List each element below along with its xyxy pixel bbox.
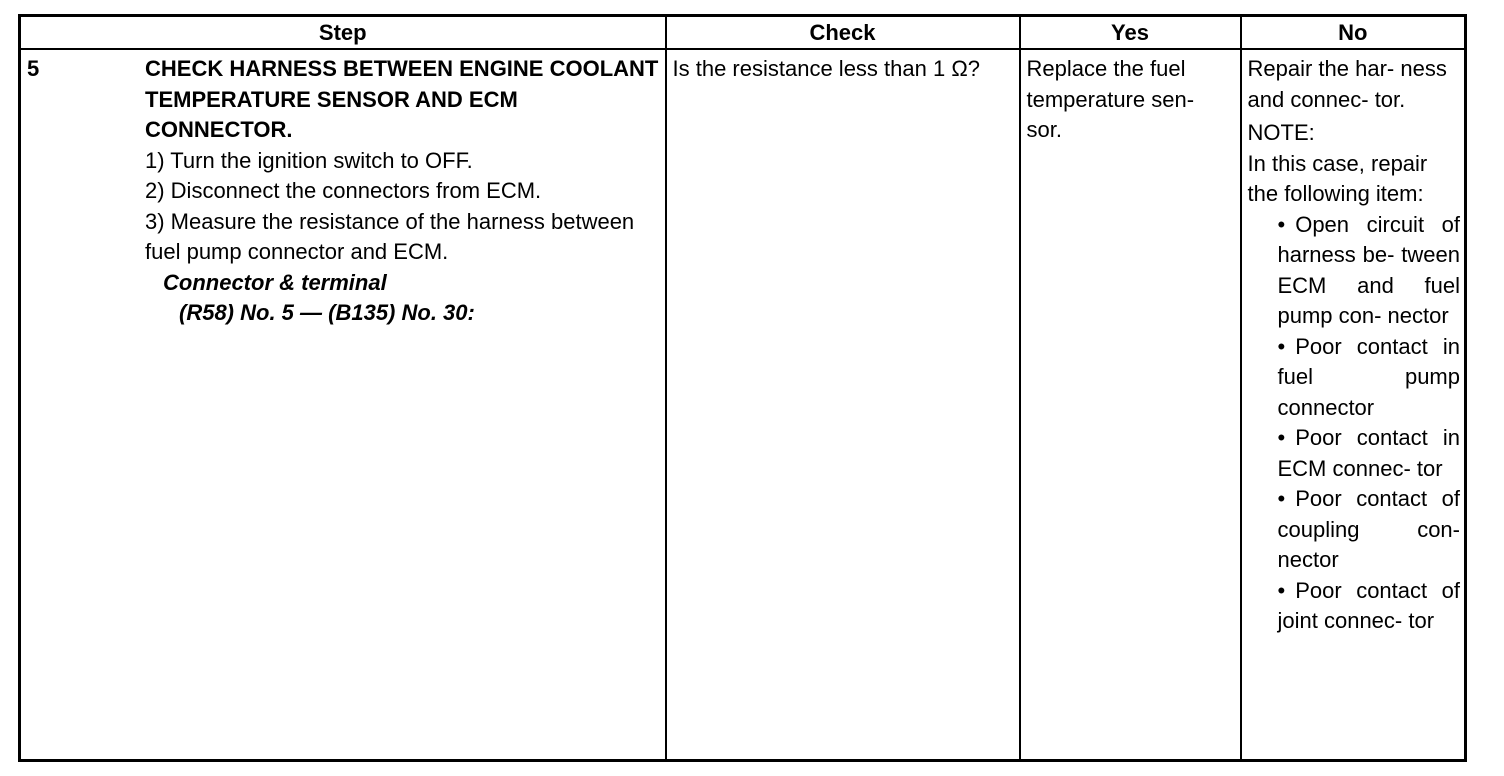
note-label: NOTE: [1247, 120, 1315, 145]
list-item: • Poor contact in ECM connec- tor [1278, 423, 1461, 484]
step-instruction-3: 3) Measure the resistance of the harness between fuel pump connector and ECM. [145, 208, 635, 264]
list-item: • Poor contact of coupling con- nector [1278, 484, 1461, 576]
table-row [20, 49, 1466, 761]
list-item: • Poor contact of joint connec- tor [1278, 576, 1461, 637]
check-cell [666, 49, 1020, 761]
check-question: Is the resistance less than 1 Ω? [672, 56, 980, 81]
header-no: No [1241, 16, 1466, 50]
step-title: CHECK HARNESS BETWEEN ENGINE COOLANT TEMPERATURE SENSOR AND ECM CONNECTOR. [145, 56, 659, 142]
diagnostic-table [18, 14, 1467, 762]
header-yes: Yes [1020, 16, 1241, 50]
note-text: In this case, repair the following item: [1247, 150, 1428, 206]
header-row [20, 16, 1466, 50]
connector-value: (R58) No. 5 — (B135) No. 30: [179, 300, 475, 325]
connector-label: Connector & terminal [163, 269, 387, 295]
yes-cell [1020, 49, 1241, 761]
yes-action: Replace the fuel temperature sen- sor. [1026, 56, 1195, 142]
no-action: Repair the har- ness and connec- tor. [1247, 56, 1447, 112]
step-instruction-2: 2) Disconnect the connectors from ECM. [145, 178, 542, 203]
no-cell [1241, 49, 1466, 761]
step-cell [20, 49, 666, 761]
list-item: • Poor contact in fuel pump connector [1278, 332, 1461, 424]
list-item: • Open circuit of harness be- tween ECM and fuel pump con- nector [1278, 210, 1461, 332]
step-number: 5 [27, 56, 40, 81]
step-instruction-1: 1) Turn the ignition switch to OFF. [145, 147, 473, 173]
header-step: Step [20, 16, 666, 50]
repair-items-list [1248, 210, 1461, 637]
header-check: Check [666, 16, 1020, 50]
